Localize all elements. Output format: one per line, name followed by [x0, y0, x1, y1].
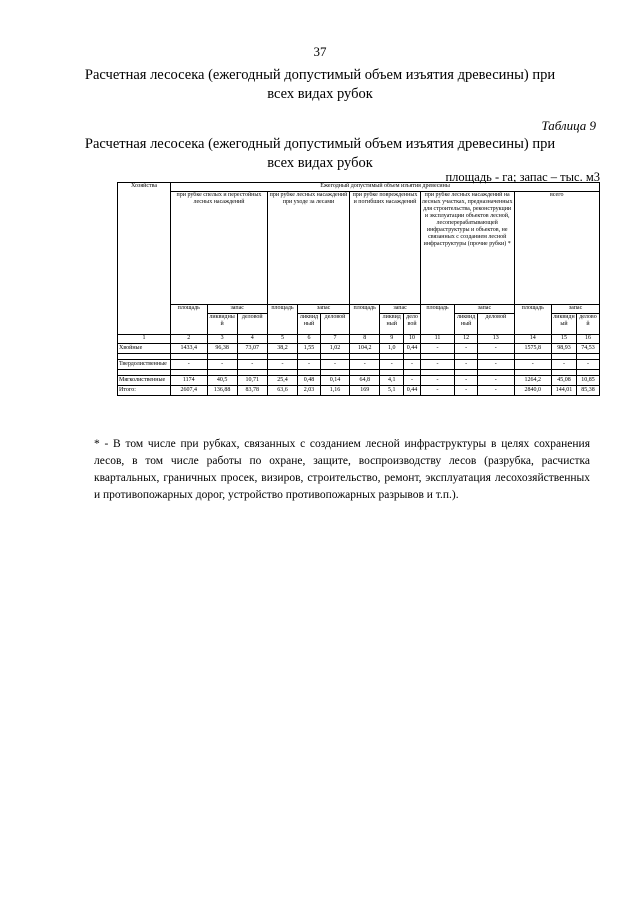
table-cell: - — [478, 344, 514, 354]
column-number: 3 — [207, 335, 237, 344]
column-number: 6 — [298, 335, 321, 344]
table-cell: 10,71 — [237, 376, 267, 386]
column-number: 11 — [420, 335, 454, 344]
column-number: 1 — [118, 335, 171, 344]
allowable-cut-table — [117, 182, 600, 396]
column-number-row — [118, 335, 600, 344]
page-number: 37 — [313, 44, 327, 59]
row-label: Твердолиственные — [118, 360, 171, 370]
table-cell: 98,93 — [551, 344, 576, 354]
table-cell: - — [576, 360, 599, 370]
subheader-area: площадь — [267, 305, 297, 335]
table-cell: 38,2 — [267, 344, 297, 354]
table-cell: 0,44 — [404, 344, 421, 354]
table-cell: 83,78 — [237, 386, 267, 396]
subheader-business: деловой — [237, 314, 267, 335]
subheader-area: площадь — [171, 305, 207, 335]
table-cell: 144,01 — [551, 386, 576, 396]
table-cell: 1174 — [171, 376, 207, 386]
table-row-coniferous — [118, 344, 600, 354]
group-header-other: при рубке лесных насаждений на лесных участках, предназначенных для строительства, реконструкции и эксплуатации объектов лесной, лесоперерабатывающей инфраструктуры и объектов, не связанных с созданием лесной инфраструктуры (прочие рубки) * — [420, 192, 514, 305]
table-cell: 2,03 — [298, 386, 321, 396]
row-label: Хвойные — [118, 344, 171, 354]
table-cell: - — [514, 360, 551, 370]
table-cell: - — [171, 360, 207, 370]
column-number: 9 — [380, 335, 404, 344]
table-cell: - — [267, 360, 297, 370]
table-row-total — [118, 386, 600, 396]
col-header-farm: Хозяйства — [118, 183, 171, 335]
subheader-stock: запас — [207, 305, 267, 314]
subheader-stock: запас — [551, 305, 599, 314]
column-number: 4 — [237, 335, 267, 344]
table-cell: 169 — [350, 386, 380, 396]
table-title: Расчетная лесосека (ежегодный допустимый объем изъятия древесины) при всех видах рубок — [84, 136, 556, 171]
table-cell: 10,85 — [576, 376, 599, 386]
table-cell: - — [478, 376, 514, 386]
table-cell: - — [404, 376, 421, 386]
subheader-area: площадь — [514, 305, 551, 335]
group-header-damaged: при рубке поврежденных и погибших насаждений — [350, 192, 421, 305]
table-cell: 4,1 — [380, 376, 404, 386]
table-cell: - — [420, 344, 454, 354]
table-cell: 74,53 — [576, 344, 599, 354]
units-note: площадь - га; запас – тыс. м3 — [445, 170, 600, 184]
table-row-softwood — [118, 376, 600, 386]
table-cell: - — [237, 360, 267, 370]
footnote: * - В том числе при рубках, связанных с созданием лесной инфраструктуры в целях сохранения лесов, в том числе работы по охране, защите, воспроизводству лесов (разрубка, расчистка квартальных, граничных просек, визиров, строительство, ремонт, эксплуатация лесохозяйственных и противопожарных дорог, устройство противопожарных разрывов и т.п.). — [94, 438, 590, 501]
table-cell: - — [420, 386, 454, 396]
table-cell: 1433,4 — [171, 344, 207, 354]
table-cell: - — [380, 360, 404, 370]
group-header-thinning: при рубке лесных насаждений при уходе за лесами — [267, 192, 349, 305]
table-cell: 5,1 — [380, 386, 404, 396]
table-cell: - — [551, 360, 576, 370]
table-cell: 1,02 — [320, 344, 349, 354]
table-cell: 0,44 — [404, 386, 421, 396]
table-cell: 45,08 — [551, 376, 576, 386]
column-number: 13 — [478, 335, 514, 344]
table-cell: 85,38 — [576, 386, 599, 396]
table-cell: - — [320, 360, 349, 370]
table-cell: 1,0 — [380, 344, 404, 354]
group-header-total: всего — [514, 192, 599, 305]
table-cell: 2607,4 — [171, 386, 207, 396]
column-number: 12 — [455, 335, 478, 344]
row-label: Мягколиственные — [118, 376, 171, 386]
table-cell: - — [420, 360, 454, 370]
column-number: 7 — [320, 335, 349, 344]
document-title: Расчетная лесосека (ежегодный допустимый объем изъятия древесины) при всех видах рубок — [84, 67, 556, 102]
col-header-main: Ежегодный допустимый объем изъятия древесины — [171, 183, 600, 192]
table-cell: - — [298, 360, 321, 370]
table-cell: - — [455, 360, 478, 370]
column-number: 16 — [576, 335, 599, 344]
subheader-area: площадь — [420, 305, 454, 335]
subheader-business: деловой — [404, 314, 421, 335]
group-header-mature: при рубке спелых и перестойных лесных насаждений — [171, 192, 268, 305]
table-cell: 104,2 — [350, 344, 380, 354]
table-cell: 136,88 — [207, 386, 237, 396]
table-cell: 1,16 — [320, 386, 349, 396]
table-row-hardwood — [118, 360, 600, 370]
subheader-business: деловой — [478, 314, 514, 335]
subheader-liquid: ликвидный — [298, 314, 321, 335]
column-number: 2 — [171, 335, 207, 344]
column-number: 5 — [267, 335, 297, 344]
table-cell: 63,6 — [267, 386, 297, 396]
table-cell: 25,4 — [267, 376, 297, 386]
table-cell: 40,5 — [207, 376, 237, 386]
table-cell: 64,8 — [350, 376, 380, 386]
table-cell: - — [455, 376, 478, 386]
table-cell: - — [455, 386, 478, 396]
table-number: Таблица 9 — [541, 118, 596, 133]
subheader-business: деловой — [576, 314, 599, 335]
table-cell: - — [207, 360, 237, 370]
table-cell: - — [404, 360, 421, 370]
subheader-stock: запас — [455, 305, 514, 314]
table-cell: 0,48 — [298, 376, 321, 386]
row-label: Итого: — [118, 386, 171, 396]
subheader-liquid: ликвидный — [207, 314, 237, 335]
table-cell: 2840,0 — [514, 386, 551, 396]
column-number: 10 — [404, 335, 421, 344]
subheader-stock: запас — [380, 305, 421, 314]
subheader-liquid: ликвидный — [551, 314, 576, 335]
table-cell: 73,07 — [237, 344, 267, 354]
subheader-business: деловой — [320, 314, 349, 335]
column-number: 15 — [551, 335, 576, 344]
subheader-area: площадь — [350, 305, 380, 335]
table-cell: 0,14 — [320, 376, 349, 386]
table-cell: 1264,2 — [514, 376, 551, 386]
table-cell: - — [455, 344, 478, 354]
column-number: 14 — [514, 335, 551, 344]
table-cell: - — [350, 360, 380, 370]
table-cell: - — [478, 386, 514, 396]
table-cell: 1,55 — [298, 344, 321, 354]
subheader-liquid: ликвидный — [380, 314, 404, 335]
table-cell: 1575,8 — [514, 344, 551, 354]
table-cell: - — [420, 376, 454, 386]
subheader-stock: запас — [298, 305, 350, 314]
table-cell: 96,38 — [207, 344, 237, 354]
subheader-liquid: ликвидный — [455, 314, 478, 335]
table-cell: - — [478, 360, 514, 370]
column-number: 8 — [350, 335, 380, 344]
